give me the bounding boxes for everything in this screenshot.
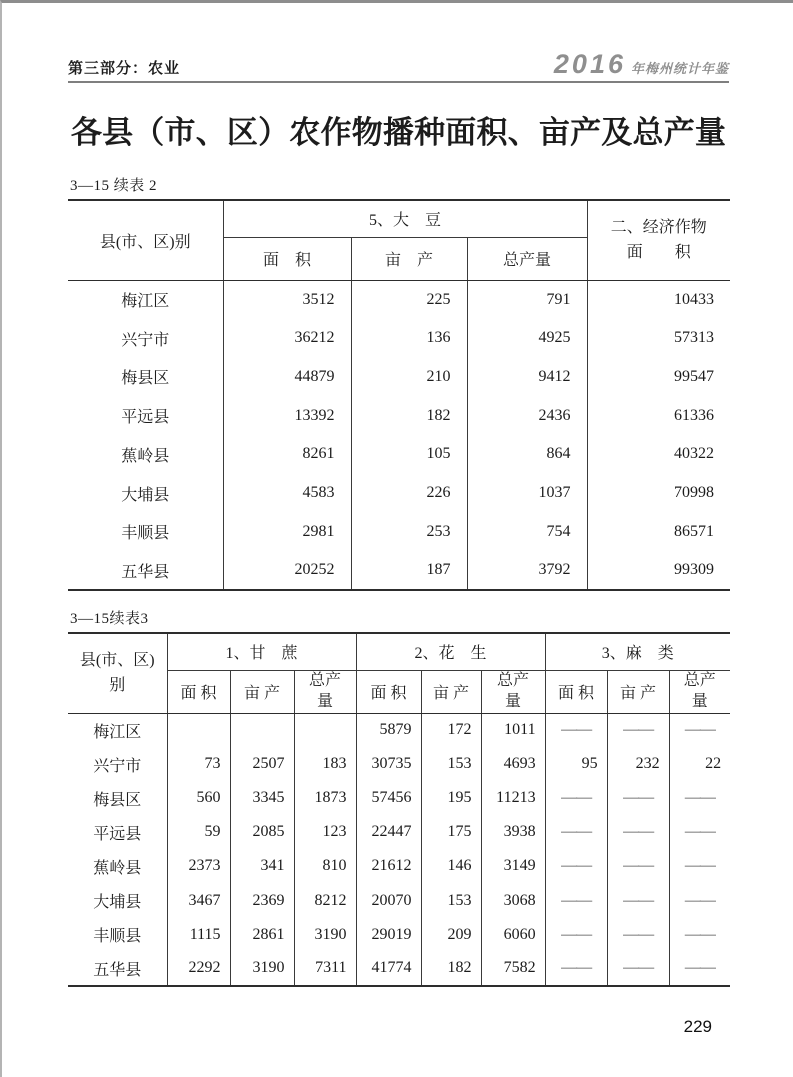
cash-crops-table bbox=[68, 632, 730, 987]
table-cell: 30735 bbox=[356, 747, 421, 781]
table-row bbox=[68, 952, 730, 986]
table-cell: 210 bbox=[351, 358, 467, 397]
table-cell: 59 bbox=[167, 815, 230, 849]
page-number: 229 bbox=[683, 1017, 712, 1036]
table-cell: 4693 bbox=[481, 747, 545, 781]
table-row bbox=[68, 849, 730, 883]
table-cell: 2085 bbox=[230, 815, 294, 849]
table-cell: 1011 bbox=[481, 713, 545, 747]
table-cell: —— bbox=[545, 781, 607, 815]
county-column-header: 县(市、区)别 bbox=[68, 200, 223, 280]
table-cell: 70998 bbox=[587, 474, 730, 513]
table-row bbox=[68, 474, 730, 513]
table-cell: —— bbox=[545, 952, 607, 986]
table-cell: —— bbox=[669, 849, 730, 883]
table-cell: 175 bbox=[421, 815, 481, 849]
table-row bbox=[68, 396, 730, 435]
table-cell: —— bbox=[607, 713, 669, 747]
table-cell: 7311 bbox=[294, 952, 356, 986]
table-row bbox=[68, 781, 730, 815]
output-column-header: 总产量 bbox=[669, 670, 730, 713]
output-column-header: 总产量 bbox=[294, 670, 356, 713]
table-cell: 341 bbox=[230, 849, 294, 883]
table-cell: 153 bbox=[421, 747, 481, 781]
table2-header-row-sub bbox=[68, 670, 730, 713]
table-cell: 99309 bbox=[587, 551, 730, 590]
county-cell: 蕉岭县 bbox=[121, 447, 170, 465]
table-cell: 182 bbox=[351, 396, 467, 435]
county-cell: 兴宁市 bbox=[93, 757, 142, 775]
economic-crops-column-header bbox=[587, 200, 730, 280]
yield-column-header: 亩 产 bbox=[607, 670, 669, 713]
table-cell: 40322 bbox=[587, 435, 730, 474]
hemp-group-header: 3、麻 类 bbox=[545, 633, 730, 670]
table-row bbox=[68, 883, 730, 917]
table-row bbox=[68, 513, 730, 552]
area-column-header: 面 积 bbox=[356, 670, 421, 713]
table-row bbox=[68, 713, 730, 747]
soybean-table bbox=[68, 199, 730, 591]
page-title: 各县（市、区）农作物播种面积、亩产及总产量 bbox=[70, 115, 727, 150]
county-cell: 大埔县 bbox=[121, 486, 170, 504]
county-cell: 梅江区 bbox=[93, 723, 142, 741]
table-cell: 36212 bbox=[223, 319, 351, 358]
yield-column-header: 亩 产 bbox=[421, 670, 481, 713]
table-cell: 172 bbox=[421, 713, 481, 747]
table-cell: 3149 bbox=[481, 849, 545, 883]
county-cell: 兴宁市 bbox=[121, 331, 170, 349]
table-cell: 5879 bbox=[356, 713, 421, 747]
table-cell: 1115 bbox=[167, 918, 230, 952]
table-cell: —— bbox=[607, 781, 669, 815]
table-cell: 3190 bbox=[230, 952, 294, 986]
table-cell: 22447 bbox=[356, 815, 421, 849]
table-cell: 95 bbox=[545, 747, 607, 781]
table-cell: 57313 bbox=[587, 319, 730, 358]
economic-crops-line1: 二、经济作物 bbox=[610, 218, 707, 236]
table-cell: 2436 bbox=[467, 396, 587, 435]
table-cell: 253 bbox=[351, 513, 467, 552]
table-cell bbox=[294, 713, 356, 747]
table1-caption: 3—15 续表 2 bbox=[70, 178, 158, 194]
table-row bbox=[68, 551, 730, 590]
table-row bbox=[68, 358, 730, 397]
table-cell: 57456 bbox=[356, 781, 421, 815]
yield-column-header: 亩 产 bbox=[230, 670, 294, 713]
table-cell: 3512 bbox=[223, 280, 351, 319]
table-cell: —— bbox=[545, 918, 607, 952]
county-cell: 丰顺县 bbox=[93, 928, 142, 946]
table-cell: 182 bbox=[421, 952, 481, 986]
table-cell: 2507 bbox=[230, 747, 294, 781]
logo-year: 2016 bbox=[553, 49, 626, 79]
table-cell: —— bbox=[669, 918, 730, 952]
table-cell: —— bbox=[669, 713, 730, 747]
table-cell: 1037 bbox=[467, 474, 587, 513]
soybean-group-header: 5、大 豆 bbox=[223, 200, 587, 237]
table-cell: 136 bbox=[351, 319, 467, 358]
county-cell: 梅江区 bbox=[121, 293, 170, 311]
table-cell: 20252 bbox=[223, 551, 351, 590]
table-cell: 99547 bbox=[587, 358, 730, 397]
table-cell: 8212 bbox=[294, 883, 356, 917]
county-cell: 五华县 bbox=[93, 961, 142, 979]
table-cell bbox=[167, 713, 230, 747]
table-cell: 187 bbox=[351, 551, 467, 590]
table-cell: 4925 bbox=[467, 319, 587, 358]
table-cell: 195 bbox=[421, 781, 481, 815]
table-cell: 61336 bbox=[587, 396, 730, 435]
table-cell: 7582 bbox=[481, 952, 545, 986]
table-cell: 153 bbox=[421, 883, 481, 917]
table-cell: 226 bbox=[351, 474, 467, 513]
county-cell: 蕉岭县 bbox=[93, 859, 142, 877]
section-label: 第三部分：农业 bbox=[68, 60, 181, 77]
table-row bbox=[68, 747, 730, 781]
table-cell: 4583 bbox=[223, 474, 351, 513]
area-column-header: 面 积 bbox=[223, 237, 351, 280]
table-cell: —— bbox=[545, 849, 607, 883]
table-cell: —— bbox=[607, 815, 669, 849]
table-cell: 2861 bbox=[230, 918, 294, 952]
table-cell: —— bbox=[607, 849, 669, 883]
table-cell: 123 bbox=[294, 815, 356, 849]
yearbook-logo bbox=[554, 51, 729, 78]
table-cell: 10433 bbox=[587, 280, 730, 319]
table-cell: 20070 bbox=[356, 883, 421, 917]
area-column-header: 面 积 bbox=[167, 670, 230, 713]
county-column-header bbox=[68, 633, 167, 713]
table-row bbox=[68, 280, 730, 319]
economic-crops-line2: 面 积 bbox=[626, 244, 691, 262]
output-column-header: 总产量 bbox=[467, 237, 587, 280]
peanut-group-header: 2、花 生 bbox=[356, 633, 545, 670]
county-cell: 丰顺县 bbox=[121, 525, 170, 543]
table-cell: 3792 bbox=[467, 551, 587, 590]
area-column-header: 面 积 bbox=[545, 670, 607, 713]
table-cell: 225 bbox=[351, 280, 467, 319]
table-cell: 3467 bbox=[167, 883, 230, 917]
table-cell: —— bbox=[669, 952, 730, 986]
table-cell: —— bbox=[669, 815, 730, 849]
table-cell: 754 bbox=[467, 513, 587, 552]
table-cell: —— bbox=[607, 883, 669, 917]
table-cell: 2981 bbox=[223, 513, 351, 552]
table-cell: 810 bbox=[294, 849, 356, 883]
county-header-line2: 别 bbox=[109, 677, 126, 695]
table-cell: —— bbox=[545, 883, 607, 917]
table-cell: 2373 bbox=[167, 849, 230, 883]
table-cell: 2292 bbox=[167, 952, 230, 986]
table-cell: 864 bbox=[467, 435, 587, 474]
table-cell: 146 bbox=[421, 849, 481, 883]
table-cell: 8261 bbox=[223, 435, 351, 474]
county-cell: 梅县区 bbox=[121, 370, 170, 388]
county-cell: 梅县区 bbox=[93, 791, 142, 809]
table-cell: 3938 bbox=[481, 815, 545, 849]
county-header-line1: 县(市、区) bbox=[79, 651, 155, 669]
county-cell: 平远县 bbox=[121, 409, 170, 427]
table-cell: 791 bbox=[467, 280, 587, 319]
county-cell: 大埔县 bbox=[93, 894, 142, 912]
table-row bbox=[68, 319, 730, 358]
table-cell: 73 bbox=[167, 747, 230, 781]
output-column-header: 总产量 bbox=[481, 670, 545, 713]
table-cell: 3190 bbox=[294, 918, 356, 952]
table-cell: —— bbox=[545, 815, 607, 849]
table-cell: 21612 bbox=[356, 849, 421, 883]
table-cell bbox=[230, 713, 294, 747]
table-cell: 3345 bbox=[230, 781, 294, 815]
table-cell: 183 bbox=[294, 747, 356, 781]
table-cell: —— bbox=[545, 713, 607, 747]
running-header bbox=[68, 51, 729, 83]
table1-header-row-groups bbox=[68, 200, 730, 237]
table-cell: 86571 bbox=[587, 513, 730, 552]
table-cell: 6060 bbox=[481, 918, 545, 952]
table2-caption: 3—15续表3 bbox=[70, 611, 149, 627]
table-cell: 1873 bbox=[294, 781, 356, 815]
table-cell: 3068 bbox=[481, 883, 545, 917]
table-cell: —— bbox=[607, 918, 669, 952]
table-cell: 560 bbox=[167, 781, 230, 815]
table-cell: 232 bbox=[607, 747, 669, 781]
table2-header-row-groups bbox=[68, 633, 730, 670]
table-row bbox=[68, 435, 730, 474]
yield-column-header: 亩 产 bbox=[351, 237, 467, 280]
table-cell: —— bbox=[669, 883, 730, 917]
table-cell: —— bbox=[607, 952, 669, 986]
table-row bbox=[68, 918, 730, 952]
table-cell: 209 bbox=[421, 918, 481, 952]
table-row bbox=[68, 815, 730, 849]
county-cell: 五华县 bbox=[121, 563, 170, 581]
table-cell: 29019 bbox=[356, 918, 421, 952]
table-cell: —— bbox=[669, 781, 730, 815]
table-cell: 44879 bbox=[223, 358, 351, 397]
table-cell: 11213 bbox=[481, 781, 545, 815]
logo-suffix: 年梅州统计年鉴 bbox=[630, 61, 729, 76]
table-cell: 13392 bbox=[223, 396, 351, 435]
table-cell: 2369 bbox=[230, 883, 294, 917]
sugarcane-group-header: 1、甘 蔗 bbox=[167, 633, 356, 670]
table-cell: 41774 bbox=[356, 952, 421, 986]
table-cell: 105 bbox=[351, 435, 467, 474]
table-cell: 9412 bbox=[467, 358, 587, 397]
table-cell: 22 bbox=[669, 747, 730, 781]
county-cell: 平远县 bbox=[93, 825, 142, 843]
